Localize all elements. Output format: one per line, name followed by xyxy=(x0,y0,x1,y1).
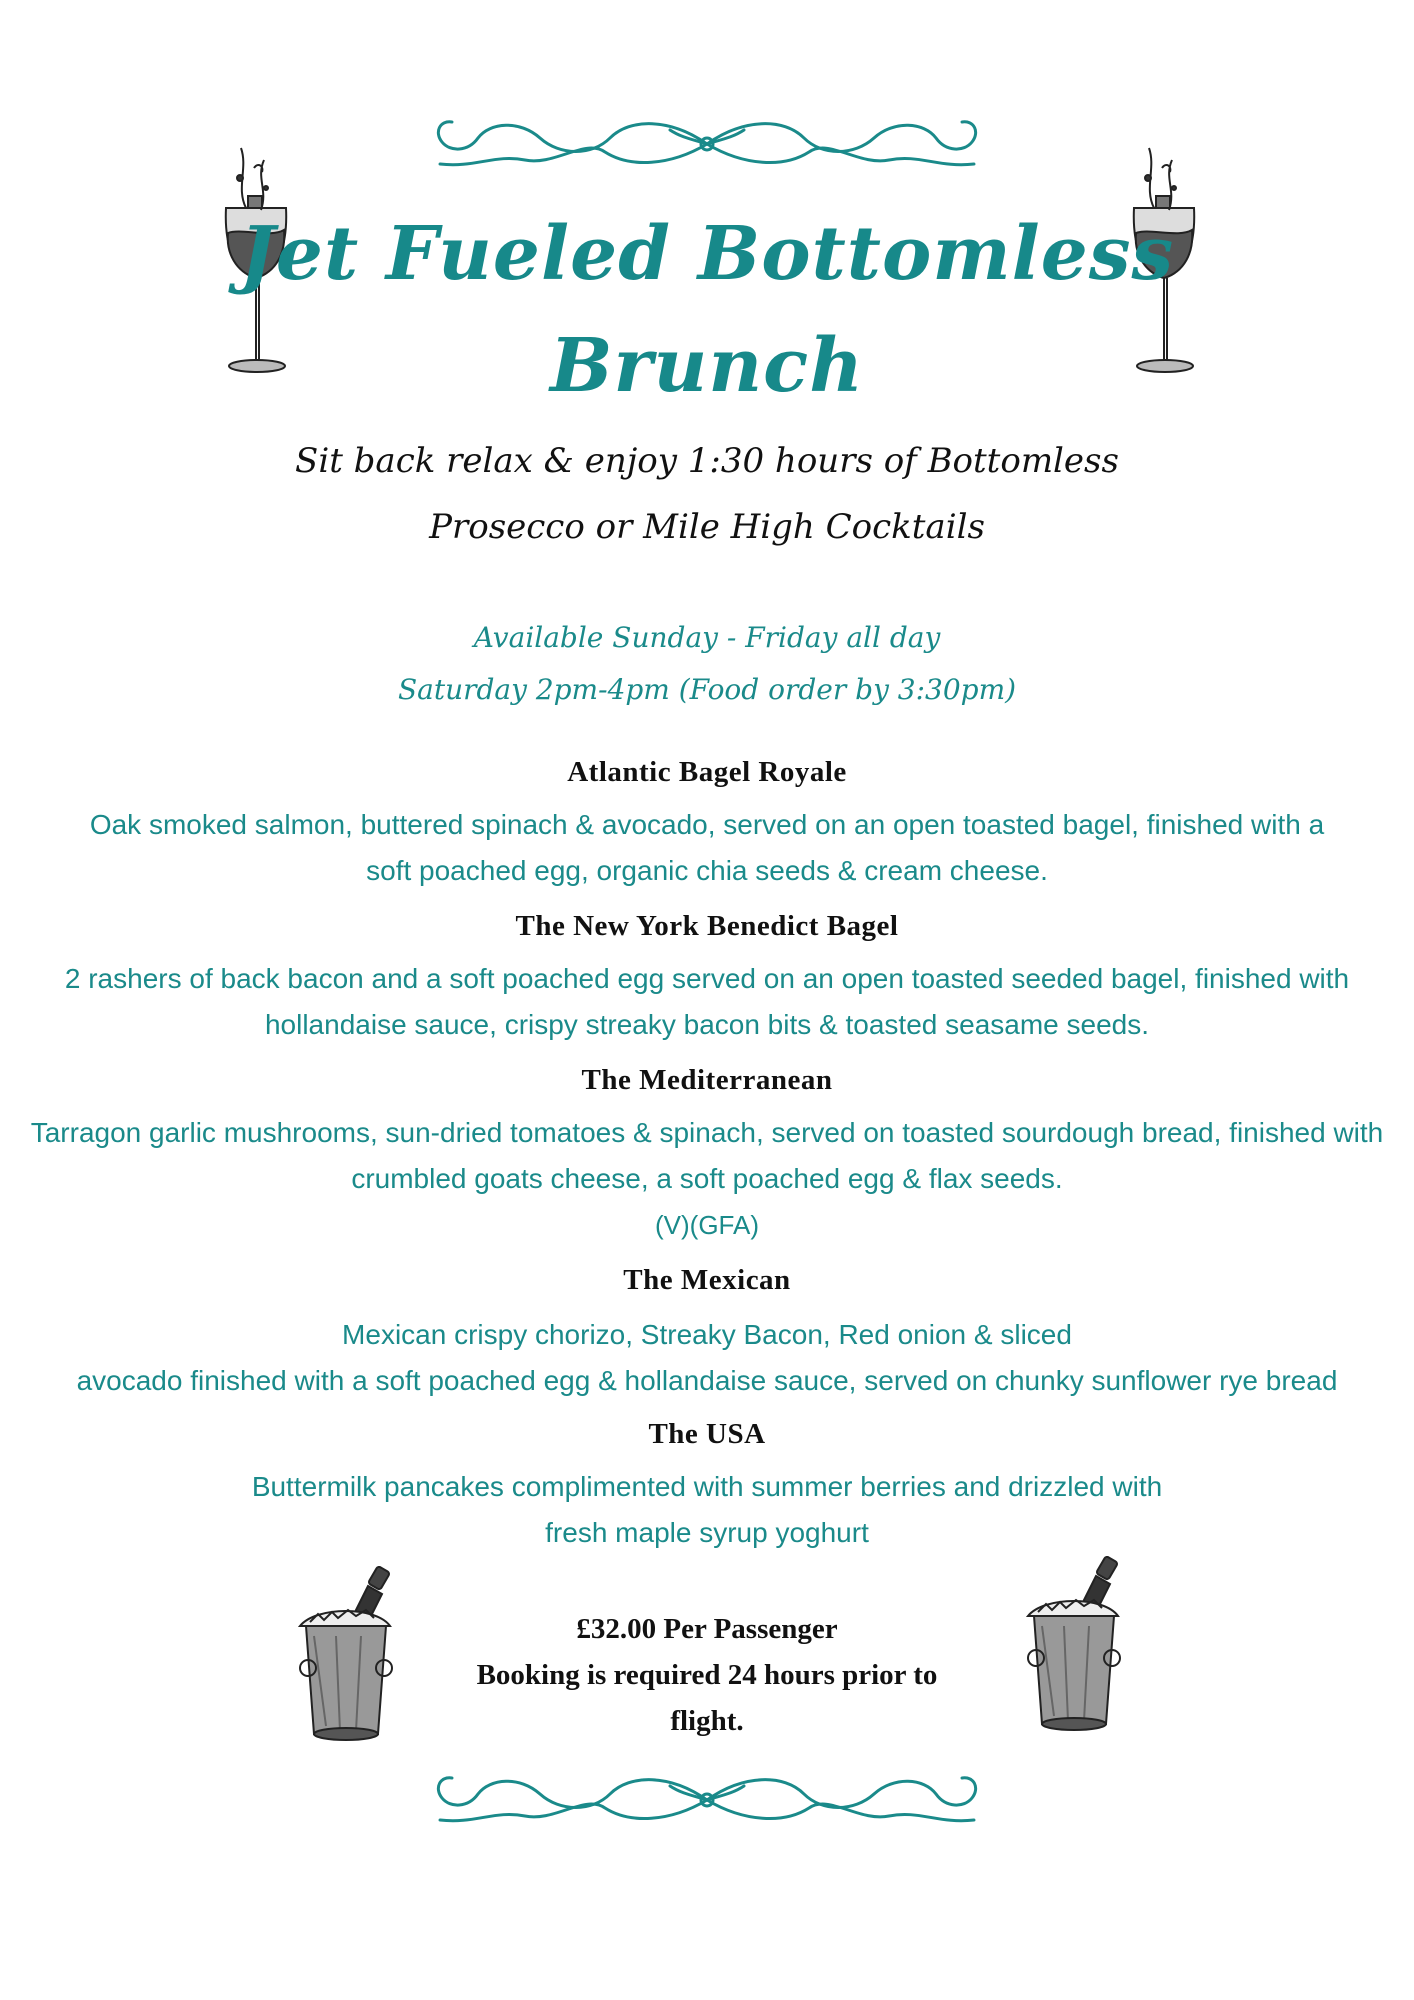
booking-note-line-2: flight. xyxy=(670,1705,744,1737)
dish-description xyxy=(0,802,1414,894)
bottom-flourish-icon xyxy=(420,1764,994,1836)
pricing-info xyxy=(0,1606,1414,1744)
dish-name: Atlantic Bagel Royale xyxy=(567,756,847,788)
top-flourish-icon xyxy=(420,108,994,180)
dish-description xyxy=(0,1312,1414,1404)
subtitle xyxy=(0,428,1414,560)
dish-description-line: Mexican crispy chorizo, Streaky Bacon, Red onion & sliced xyxy=(342,1319,1072,1350)
dietary-tag: (V)(GFA) xyxy=(655,1210,759,1240)
dish-name: The Mexican xyxy=(623,1264,791,1296)
dish-description xyxy=(0,1464,1414,1556)
dish-name: The USA xyxy=(648,1418,766,1450)
dish-description-line: fresh maple syrup yoghurt xyxy=(545,1517,869,1548)
price-text: £32.00 Per Passenger xyxy=(576,1613,838,1645)
dish-name: The Mediterranean xyxy=(581,1064,833,1096)
subtitle-line-2: Prosecco or Mile High Cocktails xyxy=(429,507,985,547)
dish-description-line: avocado finished with a soft poached egg & hollandaise sauce, served on chunky sunflower rye bread xyxy=(76,1365,1338,1396)
dish-description-line: Tarragon garlic mushrooms, sun-dried tomatoes & spinach, served on toasted sourdough bread, finished with xyxy=(30,1117,1384,1148)
dish-description-line: Oak smoked salmon, buttered spinach & avocado, served on an open toasted bagel, finished with a xyxy=(89,809,1325,840)
availability-line-1: Available Sunday - Friday all day xyxy=(473,621,941,654)
dish-description-line: Buttermilk pancakes complimented with summer berries and drizzled with xyxy=(251,1471,1163,1502)
dish-description-line: crumbled goats cheese, a soft poached egg & flax seeds. xyxy=(351,1163,1063,1194)
dish-description-line: soft poached egg, organic chia seeds & cream cheese. xyxy=(366,855,1048,886)
subtitle-line-1: Sit back relax & enjoy 1:30 hours of Bottomless xyxy=(295,441,1119,481)
title-line-2: Brunch xyxy=(550,323,864,409)
dish-description xyxy=(0,1110,1414,1248)
dish-description-line: 2 rashers of back bacon and a soft poached egg served on an open toasted seeded bagel, finished with xyxy=(64,963,1350,994)
page-title xyxy=(0,198,1414,422)
dish-description xyxy=(0,956,1414,1048)
availability-line-2: Saturday 2pm-4pm (Food order by 3:30pm) xyxy=(397,673,1017,706)
dish-description-line: hollandaise sauce, crispy streaky bacon bits & toasted seasame seeds. xyxy=(264,1009,1150,1040)
booking-note-line-1: Booking is required 24 hours prior to xyxy=(476,1659,938,1691)
dish-name: The New York Benedict Bagel xyxy=(515,910,899,942)
title-line-1: Jet Fueled Bottomless xyxy=(239,211,1175,297)
availability xyxy=(0,612,1414,716)
